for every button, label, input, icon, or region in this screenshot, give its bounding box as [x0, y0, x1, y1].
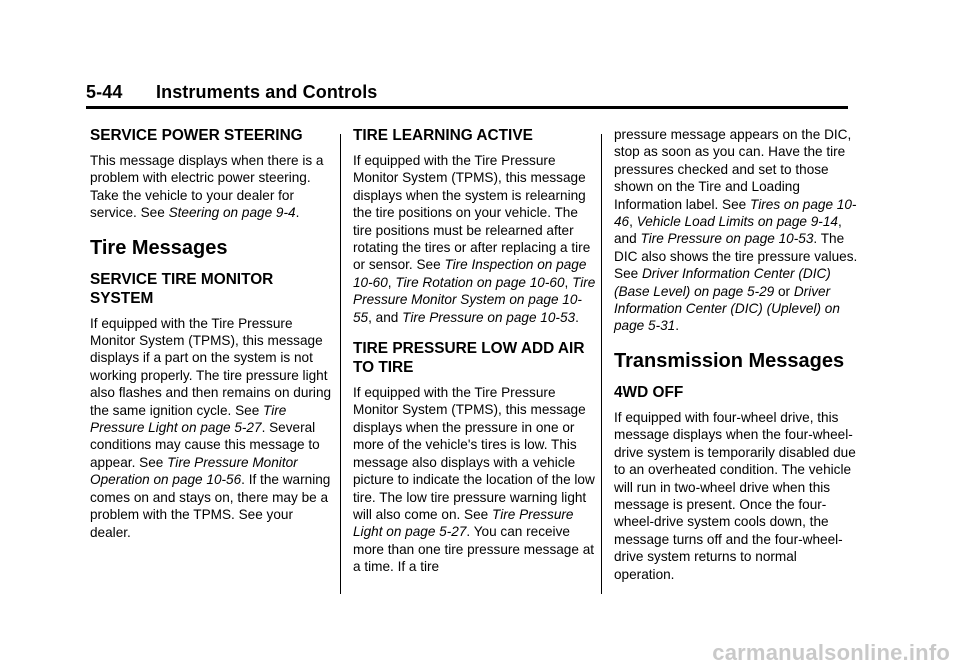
column-3: [614, 126, 859, 596]
text: .: [675, 318, 680, 334]
cross-reference-link[interactable]: Steering on page 9-4: [168, 205, 296, 221]
text: .: [295, 205, 300, 221]
paragraph-tire-pressure-low: [353, 384, 598, 575]
text: . Several conditions may cause this message to appear. See: [90, 420, 320, 470]
cross-reference-link[interactable]: Driver Information Center (DIC) (Base Level) on page 5-29: [614, 266, 831, 299]
cross-reference-link[interactable]: Driver Information Center (DIC) (Uplevel) on page 5-31: [614, 283, 840, 334]
column-divider: [601, 134, 602, 594]
cross-reference-link[interactable]: Tire Rotation on page 10-60: [395, 274, 565, 290]
cross-reference-link[interactable]: Tire Pressure Monitor Operation on page 10-56: [90, 454, 298, 488]
text: ,: [387, 274, 396, 290]
text: If equipped with the Tire Pressure Monitor System (TPMS), this message displays when the system is relearning the tire positions on your vehicle. The tire positions must be relearned after rotating the tires or after replacing a tire or sensor. See: [353, 153, 591, 273]
paragraph-service-power-steering: [90, 152, 335, 222]
watermark: carmanualsonline.info: [712, 640, 950, 665]
section-title: Instruments and Controls: [156, 82, 378, 102]
cross-reference-link[interactable]: Tire Pressure Monitor System on page 10-55: [353, 274, 596, 325]
text: , and: [368, 309, 403, 325]
paragraph-service-tire-monitor: [90, 315, 335, 541]
heading-service-tire-monitor-system: SERVICE TIRE MONITOR SYSTEM: [90, 270, 274, 307]
text: or: [774, 283, 794, 299]
page-header: [86, 80, 848, 109]
paragraph-tire-learning: [353, 152, 598, 326]
heading-tire-messages: Tire Messages: [90, 236, 228, 259]
cross-reference-link[interactable]: Tire Pressure Light on page 5-27: [353, 506, 574, 540]
cross-reference-link[interactable]: Tires on page 10-46: [614, 196, 857, 230]
text: . The DIC also shows the tire pressure values. See: [614, 231, 858, 282]
text: ,: [629, 214, 637, 230]
heading-transmission-messages: Transmission Messages: [614, 349, 845, 372]
text: ,: [564, 274, 573, 290]
cross-reference-link[interactable]: Tire Pressure Light on page 5-27: [90, 402, 287, 436]
paragraph-4wd-off: If equipped with four-wheel drive, this message displays when the four-wheel-drive system is temporarily disabled due to an overheated condition. The vehicle will run in two-wheel drive when this message is present. Once the four-wheel-drive system cools down, the message turns off and the four-wheel-drive system returns to normal operation.: [614, 409, 856, 582]
text: .: [575, 309, 579, 325]
text: If equipped with the Tire Pressure Monitor System (TPMS), this message displays if a part on the system is not working properly. The tire pressure light also flashes and then remains on during the same ignition cycle. See: [90, 315, 332, 418]
text: , and: [614, 214, 842, 247]
column-1: [90, 126, 335, 554]
text: . You can receive more than one tire pressure message at a time. If a tire: [353, 524, 595, 575]
text: This message displays when there is a problem with electric power steering. Take the vehicle to your dealer for service. See: [90, 153, 324, 221]
heading-4wd-off: 4WD OFF: [614, 383, 684, 401]
column-2: [353, 126, 598, 589]
text: If equipped with the Tire Pressure Monitor System (TPMS), this message displays when the pressure in one or more of the vehicle's tires is low. This message also displays with a vehicle picture to indicate the location of the low tire. The low tire pressure warning light will also come on. See: [353, 385, 595, 522]
text: . If the warning comes on and stays on, there may be a problem with the TPMS. See your dealer.: [90, 472, 331, 540]
heading-service-power-steering: SERVICE POWER STEERING: [90, 127, 303, 144]
cross-reference-link[interactable]: Tire Pressure on page 10-53: [640, 231, 814, 247]
paragraph-tire-pressure-continued: [614, 126, 859, 335]
page-number: 5-44: [86, 82, 123, 102]
cross-reference-link[interactable]: Vehicle Load Limits on page 9-14: [636, 214, 838, 230]
heading-tire-learning-active: TIRE LEARNING ACTIVE: [353, 127, 533, 144]
cross-reference-link[interactable]: Tire Inspection on page 10-60: [353, 257, 587, 290]
text: pressure message appears on the DIC, stop as soon as you can. Have the tire pressures checked and set to those shown on the Tire and Loading Information label. See: [614, 127, 852, 212]
cross-reference-link[interactable]: Tire Pressure on page 10-53: [402, 309, 576, 325]
heading-tire-pressure-low: TIRE PRESSURE LOW ADD AIR TO TIRE: [353, 340, 585, 377]
column-divider: [340, 134, 341, 594]
